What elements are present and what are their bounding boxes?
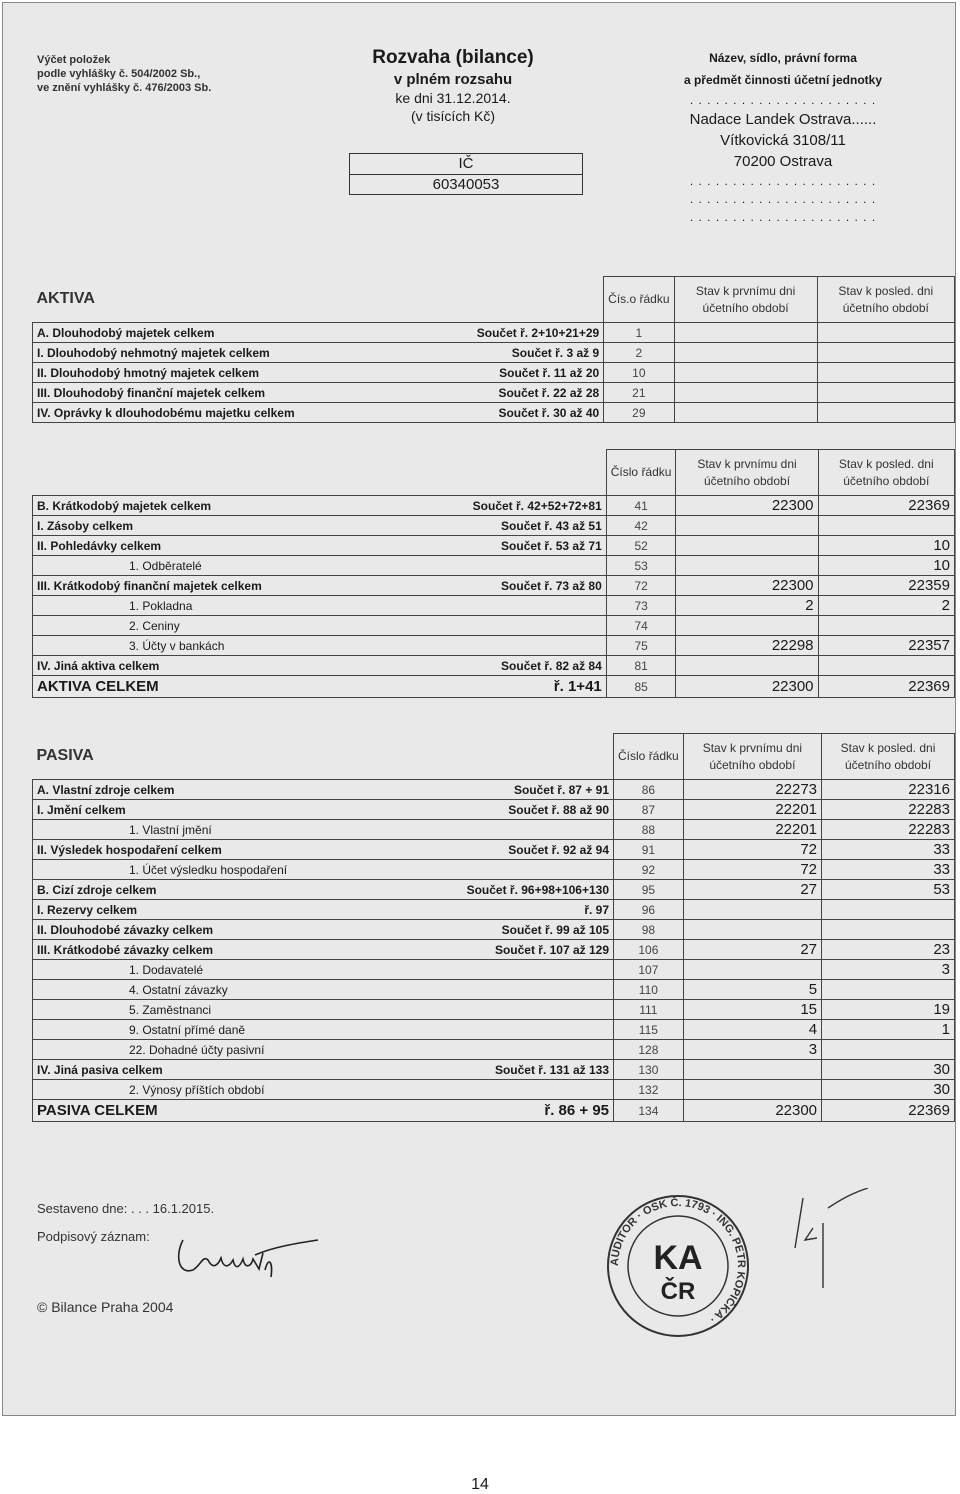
aktiva-rows_a-row — [33, 343, 955, 363]
row-label: 1. Účet výsledku hospodaření — [33, 860, 463, 880]
opening-value: 27 — [683, 940, 821, 960]
row-label: 1. Odběratelé — [33, 556, 469, 576]
row-label: B. Cizí zdroje celkem — [33, 880, 463, 900]
aktiva-rows_b-row — [33, 556, 955, 576]
closing-value: 22357 — [818, 636, 954, 656]
aktiva-rows_b-row — [33, 636, 955, 656]
closing-value: 30 — [822, 1080, 955, 1100]
row-number: 95 — [614, 880, 684, 900]
balance-sheet-page — [2, 2, 956, 1416]
row-formula: Součet ř. 30 až 40 — [473, 403, 604, 423]
opening-value — [676, 616, 818, 636]
row-label: B. Krátkodobý majetek celkem — [33, 496, 469, 516]
row-label: A. Vlastní zdroje celkem — [33, 780, 463, 800]
row-formula: Součet ř. 2+10+21+29 — [473, 323, 604, 343]
pasiva-rows-row — [33, 960, 955, 980]
auditor-stamp — [603, 1191, 753, 1341]
row-formula: Součet ř. 88 až 90 — [463, 800, 614, 820]
closing-value: 22283 — [822, 800, 955, 820]
row-number: 21 — [604, 383, 674, 403]
aktiva-table-a — [32, 276, 955, 423]
row-label: I. Dlouhodobý nehmotný majetek celkem — [33, 343, 473, 363]
column-header-row-number: Číslo řádku — [606, 450, 676, 496]
closing-value: 3 — [822, 960, 955, 980]
row-formula — [463, 980, 614, 1000]
column-header-opening: Stav k prvnímu dni účetního období — [683, 734, 821, 780]
row-number: 2 — [604, 343, 674, 363]
row-number: 110 — [614, 980, 684, 1000]
opening-value: 72 — [683, 860, 821, 880]
row-number: 1 — [604, 323, 674, 343]
legal-basis-line: ve znění vyhlášky č. 476/2003 Sb. — [37, 82, 212, 94]
aktiva-rows_b-row — [33, 656, 955, 676]
closing-value — [817, 343, 954, 363]
opening-value — [676, 536, 818, 556]
row-label: II. Výsledek hospodaření celkem — [33, 840, 463, 860]
row-number: 41 — [606, 496, 676, 516]
row-formula: Součet ř. 73 až 80 — [469, 576, 607, 596]
dotted-line: . . . . . . . . . . . . . . . . . . . . . . — [689, 174, 877, 188]
opening-value — [676, 556, 818, 576]
row-formula: Součet ř. 131 až 133 — [463, 1060, 614, 1080]
column-header-closing: Stav k posled. dni účetního období — [817, 277, 954, 323]
opening-value — [676, 516, 818, 536]
row-formula: Součet ř. 107 až 129 — [463, 940, 614, 960]
closing-value: 10 — [818, 556, 954, 576]
row-number: 111 — [614, 1000, 684, 1020]
ico-label: IČ — [350, 154, 582, 175]
row-label: I. Rezervy celkem — [33, 900, 463, 920]
stamp-center: KA — [653, 1239, 703, 1277]
closing-value: 30 — [822, 1060, 955, 1080]
pasiva-total-row — [33, 1100, 955, 1122]
aktiva-a-rows — [33, 323, 955, 423]
aktiva-total-label: AKTIVA CELKEM — [33, 676, 469, 698]
row-label: II. Dlouhodobé závazky celkem — [33, 920, 463, 940]
row-number: 72 — [606, 576, 676, 596]
row-number: 91 — [614, 840, 684, 860]
opening-value: 5 — [683, 980, 821, 1000]
opening-value: 72 — [683, 840, 821, 860]
opening-value — [683, 960, 821, 980]
document-subtitle: v plném rozsahu — [393, 71, 513, 88]
column-header-closing: Stav k posled. dni účetního období — [818, 450, 954, 496]
row-formula: Součet ř. 11 až 20 — [473, 363, 604, 383]
row-number: 98 — [614, 920, 684, 940]
opening-value — [674, 323, 817, 343]
opening-value — [674, 383, 817, 403]
pasiva-rows-row — [33, 940, 955, 960]
opening-value: 22201 — [683, 820, 821, 840]
row-formula: Součet ř. 3 až 9 — [473, 343, 604, 363]
row-number: 73 — [606, 596, 676, 616]
aktiva-rows_b-row — [33, 516, 955, 536]
aktiva-rows_b-row — [33, 576, 955, 596]
aktiva-rows_b-row — [33, 496, 955, 516]
row-number: 42 — [606, 516, 676, 536]
dotted-line: . . . . . . . . . . . . . . . . . . . . . . — [689, 210, 877, 224]
row-label: IV. Jiná pasiva celkem — [33, 1060, 463, 1080]
opening-value — [674, 363, 817, 383]
opening-value: 4 — [683, 1020, 821, 1040]
entity-heading: a předmět činnosti účetní jednotky — [683, 73, 883, 87]
pasiva-rows-row — [33, 880, 955, 900]
opening-value: 15 — [683, 1000, 821, 1020]
pasiva-rows-row — [33, 1040, 955, 1060]
row-label: A. Dlouhodobý majetek celkem — [33, 323, 473, 343]
pasiva-total-label: PASIVA CELKEM — [33, 1100, 463, 1122]
aktiva-rows_a-row — [33, 323, 955, 343]
aktiva-total-row — [33, 676, 955, 698]
opening-value: 22300 — [676, 576, 818, 596]
closing-value: 23 — [822, 940, 955, 960]
row-formula — [463, 860, 614, 880]
row-label: I. Jmění celkem — [33, 800, 463, 820]
row-number: 74 — [606, 616, 676, 636]
row-number: 86 — [614, 780, 684, 800]
row-formula — [469, 596, 607, 616]
column-header-opening: Stav k prvnímu dni účetního období — [674, 277, 817, 323]
pasiva-rows-row — [33, 860, 955, 880]
pasiva-rows-row — [33, 900, 955, 920]
closing-value: 33 — [822, 860, 955, 880]
row-label: 2. Ceniny — [33, 616, 469, 636]
row-number: 106 — [614, 940, 684, 960]
row-label: IV. Oprávky k dlouhodobému majetku celkem — [33, 403, 473, 423]
opening-value: 2 — [676, 596, 818, 616]
row-label: 3. Účty v bankách — [33, 636, 469, 656]
closing-value: 53 — [822, 880, 955, 900]
row-number: 107 — [614, 960, 684, 980]
row-label: III. Krátkodobý finanční majetek celkem — [33, 576, 469, 596]
aktiva-rows_b-row — [33, 536, 955, 556]
closing-value: 10 — [818, 536, 954, 556]
closing-value: 1 — [822, 1020, 955, 1040]
dotted-line: . . . . . . . . . . . . . . . . . . . . . . — [689, 93, 877, 107]
row-label: 1. Pokladna — [33, 596, 469, 616]
document-title: Rozvaha (bilance) — [372, 47, 534, 68]
closing-value — [817, 383, 954, 403]
column-header-row-number: Číslo řádku — [614, 734, 684, 780]
aktiva-total-formula: ř. 1+41 — [469, 676, 607, 698]
column-header-closing: Stav k posled. dni účetního období — [822, 734, 955, 780]
row-label: IV. Jiná aktiva celkem — [33, 656, 469, 676]
compiled-date: Sestaveno dne: . . . 16.1.2015. — [37, 1201, 215, 1216]
entity-street: Vítkovická 3108/11 — [720, 132, 846, 149]
row-number: 52 — [606, 536, 676, 556]
row-label: II. Dlouhodobý hmotný majetek celkem — [33, 363, 473, 383]
signature-label: Podpisový záznam: — [37, 1229, 150, 1244]
row-number: 130 — [614, 1060, 684, 1080]
closing-value: 22316 — [822, 780, 955, 800]
opening-value — [674, 343, 817, 363]
entity-name: Nadace Landek Ostrava...... — [689, 111, 877, 128]
closing-value — [822, 900, 955, 920]
row-number: 75 — [606, 636, 676, 656]
signature-image — [173, 1225, 323, 1285]
auditor-signature — [783, 1188, 873, 1298]
row-formula — [463, 1080, 614, 1100]
opening-value: 22201 — [683, 800, 821, 820]
row-formula: Součet ř. 22 až 28 — [473, 383, 604, 403]
closing-value — [818, 656, 954, 676]
row-formula — [463, 1020, 614, 1040]
pasiva-total-opening: 22300 — [683, 1100, 821, 1122]
pasiva-rows-row — [33, 820, 955, 840]
pasiva-rows-row — [33, 1020, 955, 1040]
unit-line: (v tisících Kč) — [410, 108, 495, 124]
row-label: 22. Dohadné účty pasivní — [33, 1040, 463, 1060]
pasiva-rows-row — [33, 840, 955, 860]
column-header-row-number: Čís.o řádku — [604, 277, 674, 323]
column-header-opening: Stav k prvnímu dni účetního období — [676, 450, 818, 496]
opening-value — [674, 403, 817, 423]
row-formula: Součet ř. 82 až 84 — [469, 656, 607, 676]
document-title-block — [333, 47, 573, 124]
closing-value: 19 — [822, 1000, 955, 1020]
opening-value: 22300 — [676, 496, 818, 516]
row-formula: Součet ř. 43 až 51 — [469, 516, 607, 536]
aktiva-rows_a-row — [33, 383, 955, 403]
entity-block — [643, 47, 923, 226]
aktiva-b-rows — [33, 496, 955, 676]
pasiva-title: PASIVA — [36, 747, 94, 765]
pasiva-rows — [33, 780, 955, 1100]
legal-basis-line: podle vyhlášky č. 504/2002 Sb., — [37, 68, 201, 80]
pasiva-rows-row — [33, 1000, 955, 1020]
row-number: 87 — [614, 800, 684, 820]
aktiva-total-row-number: 85 — [606, 676, 676, 698]
row-formula — [469, 636, 607, 656]
row-formula — [463, 960, 614, 980]
aktiva-title: AKTIVA — [36, 290, 95, 308]
pasiva-table — [32, 733, 955, 1122]
closing-value — [818, 616, 954, 636]
aktiva-rows_b-row — [33, 596, 955, 616]
legal-basis-line: Výčet položek — [37, 54, 111, 66]
row-number: 96 — [614, 900, 684, 920]
opening-value — [683, 900, 821, 920]
row-formula: Součet ř. 53 až 71 — [469, 536, 607, 556]
row-label: III. Krátkodobé závazky celkem — [33, 940, 463, 960]
closing-value: 22359 — [818, 576, 954, 596]
row-number: 88 — [614, 820, 684, 840]
closing-value — [818, 516, 954, 536]
pasiva-total-closing: 22369 — [822, 1100, 955, 1122]
row-number: 132 — [614, 1080, 684, 1100]
closing-value — [822, 980, 955, 1000]
pasiva-rows-row — [33, 800, 955, 820]
closing-value — [817, 403, 954, 423]
row-number: 128 — [614, 1040, 684, 1060]
closing-value: 22369 — [818, 496, 954, 516]
opening-value — [683, 1080, 821, 1100]
closing-value — [817, 323, 954, 343]
row-label: 1. Dodavatelé — [33, 960, 463, 980]
row-formula — [463, 1000, 614, 1020]
opening-value — [683, 1060, 821, 1080]
legal-basis — [37, 53, 211, 95]
row-label: III. Dlouhodobý finanční majetek celkem — [33, 383, 473, 403]
row-number: 81 — [606, 656, 676, 676]
row-formula: Součet ř. 96+98+106+130 — [463, 880, 614, 900]
closing-value: 33 — [822, 840, 955, 860]
row-formula — [469, 616, 607, 636]
row-number: 29 — [604, 403, 674, 423]
entity-heading: Název, sídlo, právní forma — [709, 51, 857, 65]
aktiva-total-opening: 22300 — [676, 676, 818, 698]
closing-value: 22283 — [822, 820, 955, 840]
date-line: ke dni 31.12.2014. — [395, 90, 511, 106]
entity-city: 70200 Ostrava — [733, 153, 833, 170]
pasiva-total-row-number: 134 — [614, 1100, 684, 1122]
copyright: © Bilance Praha 2004 — [37, 1299, 174, 1315]
row-label: II. Pohledávky celkem — [33, 536, 469, 556]
opening-value: 3 — [683, 1040, 821, 1060]
row-label: 5. Zaměstnanci — [33, 1000, 463, 1020]
aktiva-rows_a-row — [33, 403, 955, 423]
row-formula — [463, 820, 614, 840]
row-formula — [463, 1040, 614, 1060]
row-number: 53 — [606, 556, 676, 576]
row-label: 4. Ostatní závazky — [33, 980, 463, 1000]
ico-value: 60340053 — [432, 176, 500, 193]
closing-value — [822, 1040, 955, 1060]
row-label: 2. Výnosy příštích období — [33, 1080, 463, 1100]
closing-value — [817, 363, 954, 383]
pasiva-rows-row — [33, 780, 955, 800]
row-label: 9. Ostatní přímé daně — [33, 1020, 463, 1040]
row-label: I. Zásoby celkem — [33, 516, 469, 536]
page-number: 14 — [471, 1476, 489, 1493]
stamp-center-2: ČR — [660, 1278, 696, 1305]
row-number: 10 — [604, 363, 674, 383]
row-formula: Součet ř. 42+52+72+81 — [469, 496, 607, 516]
row-number: 115 — [614, 1020, 684, 1040]
aktiva-total-closing: 22369 — [818, 676, 954, 698]
closing-value: 2 — [818, 596, 954, 616]
pasiva-rows-row — [33, 920, 955, 940]
aktiva-rows_b-row — [33, 616, 955, 636]
row-formula: ř. 97 — [463, 900, 614, 920]
aktiva-table-b — [32, 449, 955, 698]
closing-value — [822, 920, 955, 940]
row-formula — [469, 556, 607, 576]
opening-value: 27 — [683, 880, 821, 900]
opening-value — [676, 656, 818, 676]
pasiva-total-formula: ř. 86 + 95 — [463, 1100, 614, 1122]
stamp-ring-text: AUDITOR · OSK Č. 1793 · ING. PETR KOPIČKA · — [608, 1196, 748, 1326]
dotted-line: . . . . . . . . . . . . . . . . . . . . . . — [689, 192, 877, 206]
row-formula: Součet ř. 92 až 94 — [463, 840, 614, 860]
row-label: 1. Vlastní jmění — [33, 820, 463, 840]
aktiva-rows_a-row — [33, 363, 955, 383]
ico-box — [349, 153, 583, 195]
pasiva-rows-row — [33, 1060, 955, 1080]
row-number: 92 — [614, 860, 684, 880]
row-formula: Součet ř. 87 + 91 — [463, 780, 614, 800]
opening-value — [683, 920, 821, 940]
opening-value: 22273 — [683, 780, 821, 800]
row-formula: Součet ř. 99 až 105 — [463, 920, 614, 940]
pasiva-rows-row — [33, 1080, 955, 1100]
opening-value: 22298 — [676, 636, 818, 656]
pasiva-rows-row — [33, 980, 955, 1000]
